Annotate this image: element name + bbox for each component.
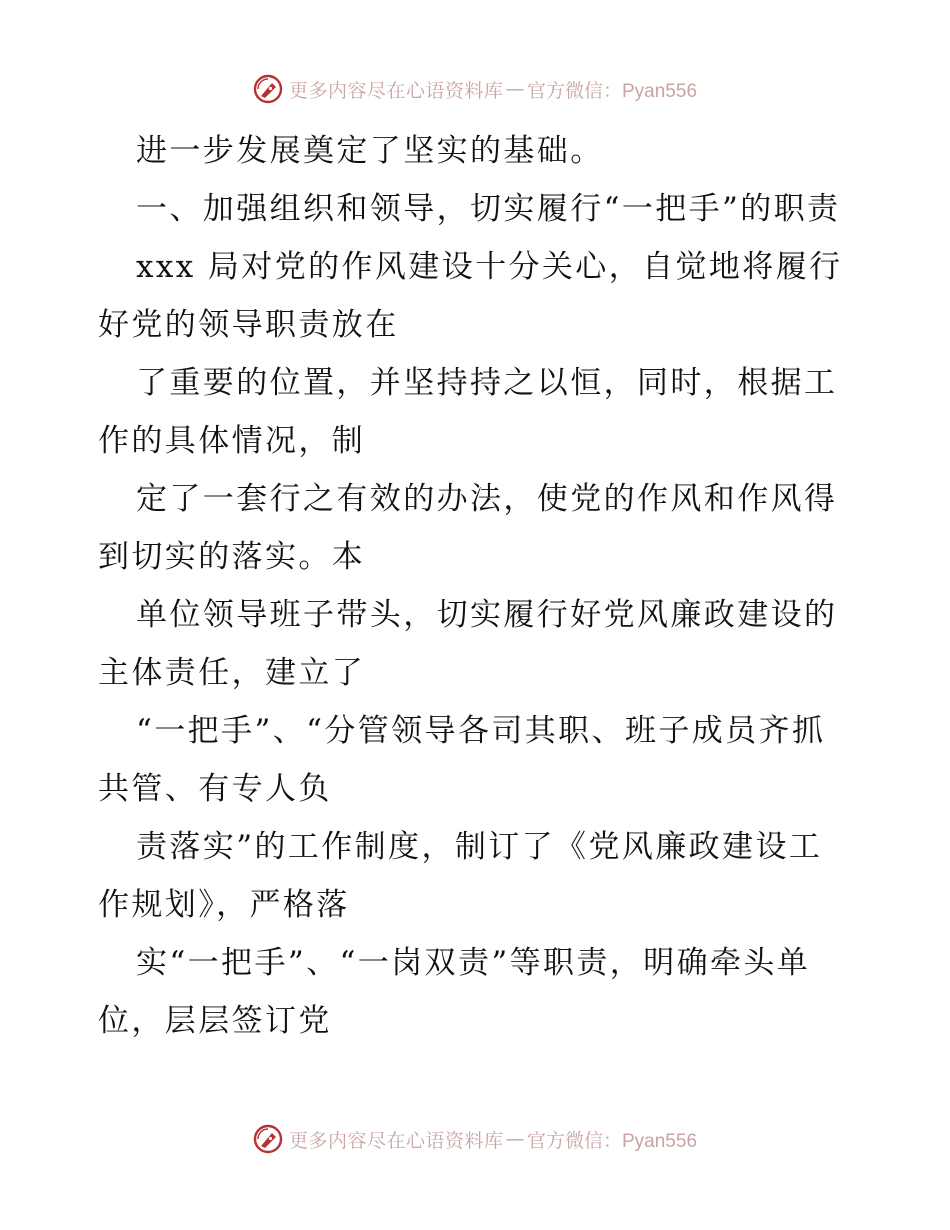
banner-separator: —: [505, 78, 525, 100]
banner-separator: —: [505, 1128, 525, 1150]
paragraph: “一把手”、“分管领导各司其职、班子成员齐抓共管、有专人负: [98, 713, 826, 807]
paragraph: 定了一套行之有效的办法，使党的作风和作风得到切实的落实。本: [98, 481, 838, 575]
paragraph: 单位领导班子带头，切实履行好党风廉政建设的主体责任，建立了: [98, 597, 838, 691]
paragraph: 了重要的位置，并坚持持之以恒，同时，根据工作的具体情况，制: [98, 365, 838, 459]
pen-nib-icon: [253, 1124, 283, 1154]
header-banner: [0, 74, 950, 104]
banner-account: 官方微信：Pyan556: [527, 1130, 698, 1152]
banner-account: 官方微信：Pyan556: [527, 80, 698, 102]
footer-banner: [0, 1124, 950, 1154]
paragraph: 一、加强组织和领导，切实履行“一把手”的职责: [136, 191, 841, 227]
pen-nib-icon: [253, 74, 283, 104]
paragraph: 实“一把手”、“一岗双责”等职责，明确牵头单位，层层签订党: [98, 945, 811, 1039]
paragraph: 进一步发展奠定了坚实的基础。: [136, 133, 604, 169]
banner-text: 更多内容尽在心语资料库: [288, 79, 504, 102]
paragraph: 责落实”的工作制度，制订了《党风廉政建设工作规划》，严格落: [98, 829, 823, 923]
paragraph: xxx 局对党的作风建设十分关心，自觉地将履行好党的领导职责放在: [98, 249, 843, 343]
banner-text: 更多内容尽在心语资料库: [288, 1129, 504, 1152]
document-body: [98, 122, 854, 1050]
